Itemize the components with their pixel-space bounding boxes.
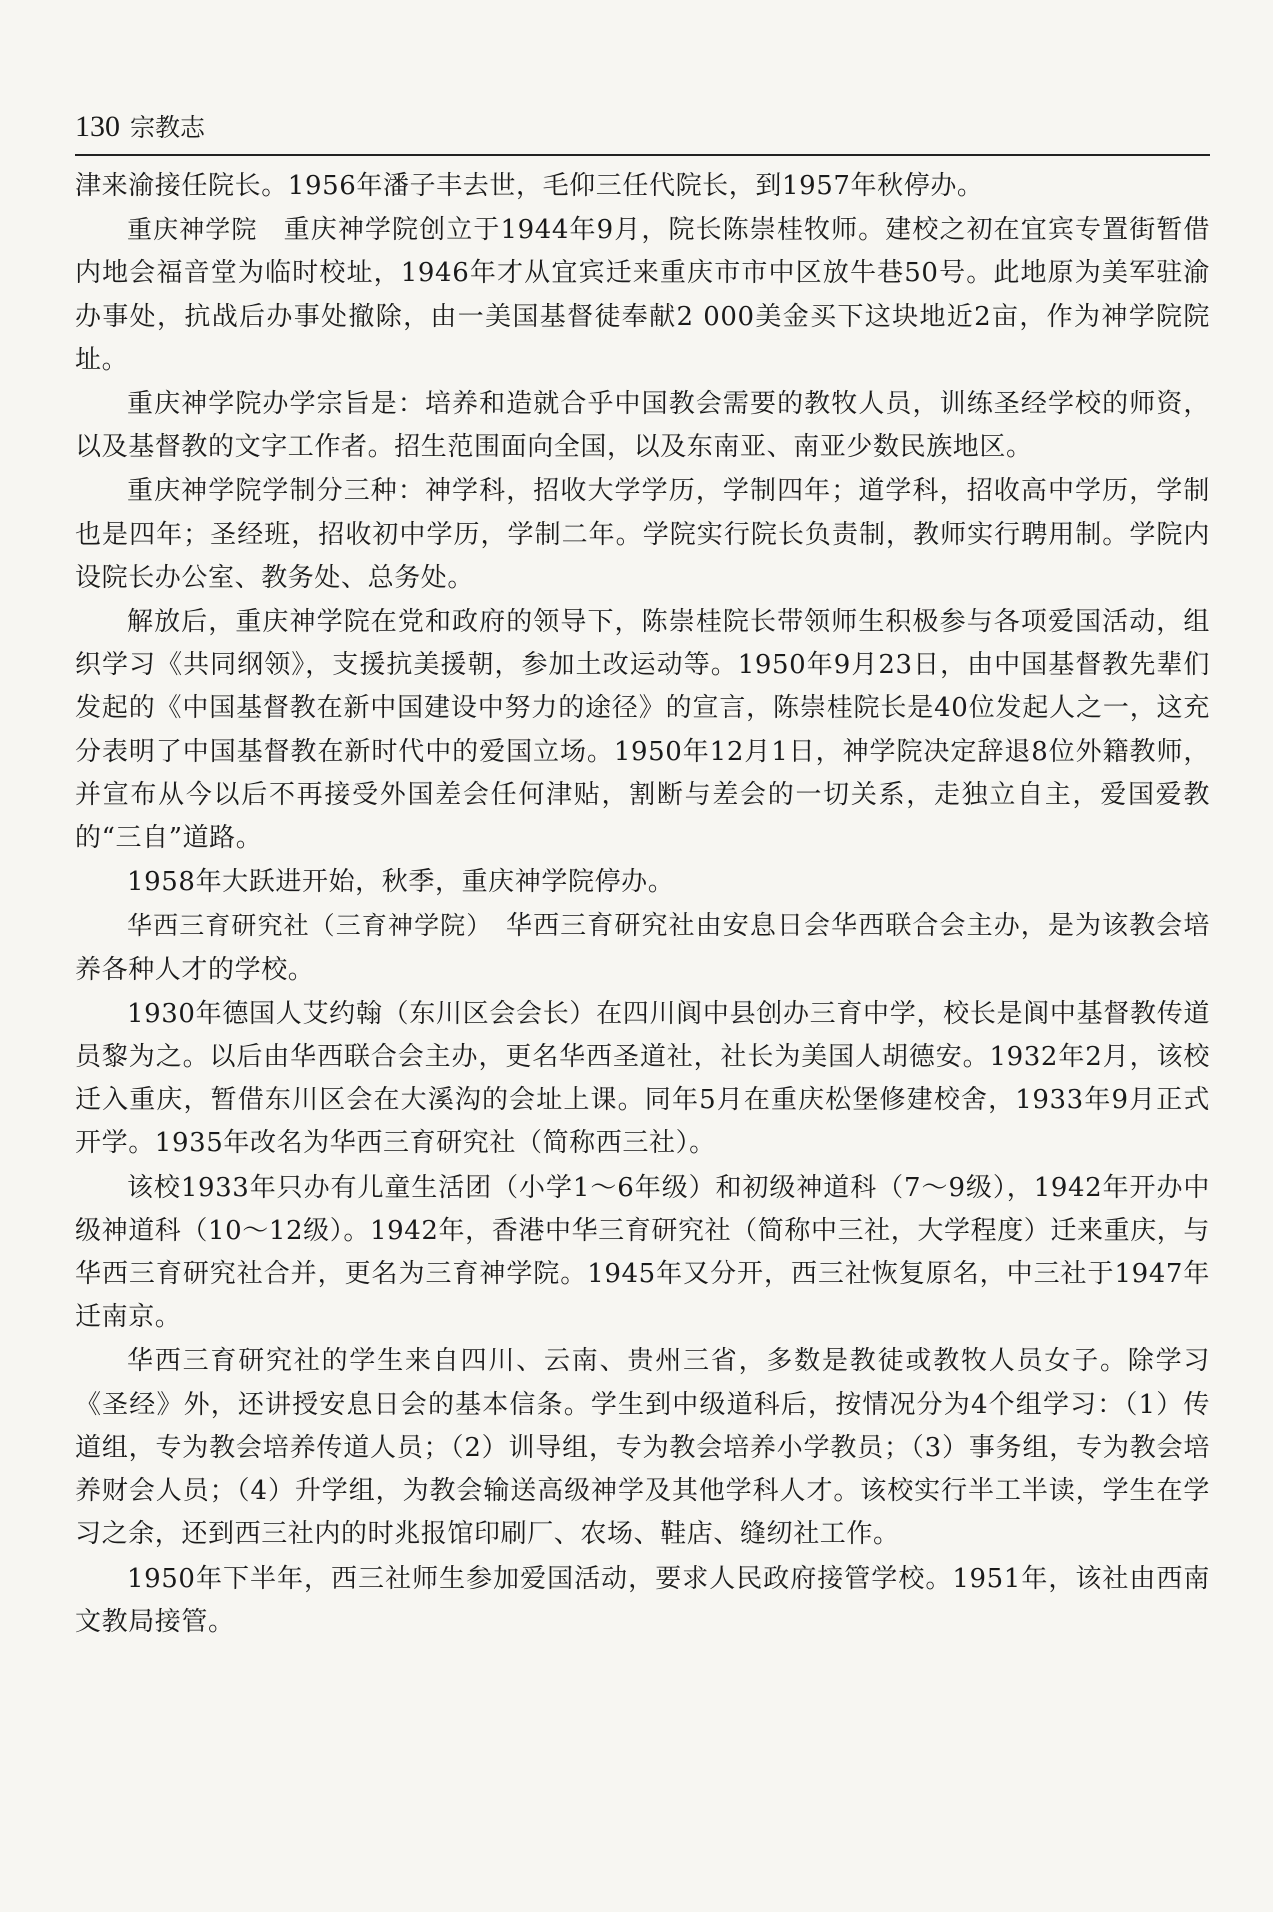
paragraph-text: 重庆神学院学制分三种：神学科，招收大学学历，学制四年；道学科，招收高中学历，学制也是四年；圣经班，招收初中学历，学制二年。学院实行院长负责制，教师实行聘用制。学院内设院长办公室、教务处、总务处。: [75, 476, 1210, 593]
page-number: 130: [75, 110, 120, 143]
section-label: 重庆神学院: [127, 215, 284, 245]
book-page: [75, 96, 1210, 1644]
page-body: [75, 164, 1210, 1644]
running-header: [75, 96, 1210, 152]
paragraph-5: [75, 600, 1210, 860]
paragraph-9: [75, 1166, 1210, 1340]
paragraph-11: [75, 1557, 1210, 1644]
header-rule: [75, 154, 1210, 156]
paragraph-text: 该校1933年只办有儿童生活团（小学1～6年级）和初级神道科（7～9级），1942年开办中级神道科（10～12级）。1942年，香港中华三育研究社（简称中三社，大学程度）迁来重庆，与华西三育研究社合并，更名为三育神学院。1945年又分开，西三社恢复原名，中三社于1947年迁南京。: [75, 1172, 1210, 1333]
book-title: 宗教志: [130, 113, 206, 142]
paragraph-3: [75, 382, 1210, 469]
paragraph-text: 解放后，重庆神学院在党和政府的领导下，陈崇桂院长带领师生积极参与各项爱国活动，组织学习《共同纲领》，支援抗美援朝，参加土改运动等。1950年9月23日，由中国基督教先辈们发起的《中国基督教在新中国建设中努力的途径》的宣言，陈崇桂院长是40位发起人之一，这充分表明了中国基督教在新时代中的爱国立场。1950年12月1日，神学院决定辞退8位外籍教师，并宣布从今以后不再接受外国差会任何津贴，割断与差会的一切关系，走独立自主，爱国爱教的“三自”道路。: [75, 607, 1210, 854]
paragraph-text: 1950年下半年，西三社师生参加爱国活动，要求人民政府接管学校。1951年，该社由西南文教局接管。: [75, 1563, 1210, 1637]
paragraph-text: 重庆神学院办学宗旨是：培养和造就合乎中国教会需要的教牧人员，训练圣经学校的师资，以及基督教的文字工作者。招生范围面向全国，以及东南亚、南亚少数民族地区。: [75, 389, 1210, 463]
paragraph-text: 1930年德国人艾约翰（东川区会会长）在四川阆中县创办三育中学，校长是阆中基督教传道员黎为之。以后由华西联合会主办，更名华西圣道社，社长为美国人胡德安。1932年2月，该校迁入重庆，暂借东川区会在大溪沟的会址上课。同年5月在重庆松堡修建校舍，1933年9月正式开学。1935年改名为华西三育研究社（简称西三社）。: [75, 998, 1210, 1159]
paragraph-text: 1958年大跃进开始，秋季，重庆神学院停办。: [127, 867, 675, 898]
paragraph-text: 华西三育研究社由安息日会华西联合会主办，是为该教会培养各种人才的学校。: [75, 911, 1210, 985]
paragraph-7: [75, 904, 1210, 991]
section-label: 华西三育研究社（三育神学院）: [127, 911, 506, 941]
paragraph-2: [75, 208, 1210, 382]
paragraph-1: [75, 164, 1210, 208]
paragraph-4: [75, 469, 1210, 600]
paragraph-10: [75, 1339, 1210, 1556]
paragraph-text: 津来渝接任院长。1956年潘子丰去世，毛仰三任代院长，到1957年秋停办。: [75, 171, 984, 201]
paragraph-text: 华西三育研究社的学生来自四川、云南、贵州三省，多数是教徒或教牧人员女子。除学习《圣经》外，还讲授安息日会的基本信条。学生到中级道科后，按情况分为4个组学习：（1）传道组，专为教会培养传道人员；（2）训导组，专为教会培养小学教员；（3）事务组，专为教会培养财会人员；（4）升学组，为教会输送高级神学及其他学科人才。该校实行半工半读，学生在学习之余，还到西三社内的时兆报馆印刷厂、农场、鞋店、缝纫社工作。: [75, 1346, 1210, 1550]
paragraph-8: [75, 992, 1210, 1166]
paragraph-text: 重庆神学院创立于1944年9月，院长陈崇桂牧师。建校之初在宜宾专置街暂借内地会福音堂为临时校址，1946年才从宜宾迁来重庆市市中区放牛巷50号。此地原为美军驻渝办事处，抗战后办事处撤除，由一美国基督徒奉献2 000美金买下这块地近2亩，作为神学院院址。: [75, 215, 1211, 375]
paragraph-6: [75, 860, 1210, 904]
